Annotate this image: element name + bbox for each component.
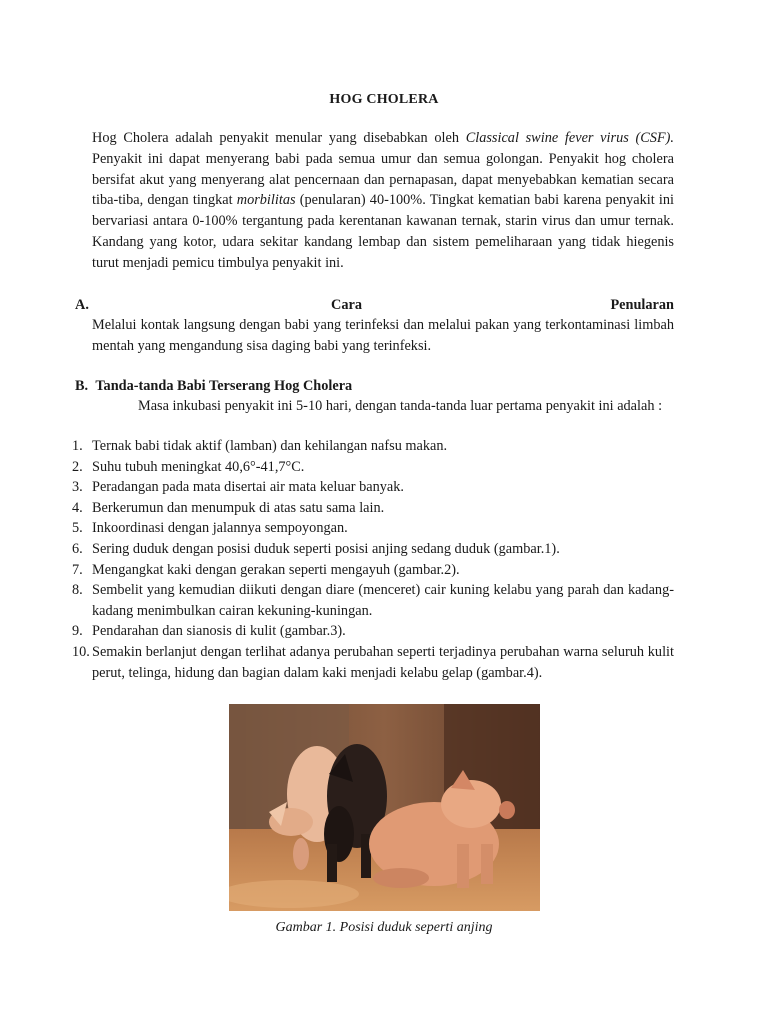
list-item <box>0 477 768 498</box>
list-item-number: 3. <box>72 479 83 496</box>
symptom-list <box>0 436 768 683</box>
list-item-text: Sering duduk dengan posisi duduk seperti posisi anjing sedang duduk (gambar.1). <box>92 540 560 557</box>
intro-text-1: Hog Cholera adalah penyakit menular yang disebabkan oleh <box>92 130 466 146</box>
section-b-intro: Masa inkubasi penyakit ini 5-10 hari, dengan tanda-tanda luar pertama penyakit ini adalah : <box>138 398 663 414</box>
list-item-number: 9. <box>72 623 83 640</box>
list-item-number: 7. <box>72 561 83 578</box>
section-b-heading <box>75 376 675 396</box>
section-a-word-cara: Cara <box>331 297 362 313</box>
list-item-number: 10. <box>72 643 90 660</box>
list-item-number: 4. <box>72 499 83 516</box>
list-item-text: Semakin berlanjut dengan terlihat adanya perubahan seperti terjadinya perubahan warna seluruh kulit perut, telinga, hidung dan bagian dalam kaki menjadi kelabu gelap (gambar.4). <box>92 643 674 681</box>
list-item-text: Peradangan pada mata disertai air mata keluar banyak. <box>92 479 405 496</box>
section-a-letter: A. <box>75 297 89 313</box>
section-a-heading <box>75 295 674 315</box>
list-item <box>0 642 768 683</box>
list-item-number: 6. <box>72 540 83 557</box>
list-item <box>0 518 768 539</box>
list-item <box>0 498 768 519</box>
list-item-text: Pendarahan dan sianosis di kulit (gambar.3). <box>92 623 346 640</box>
list-item <box>0 539 768 560</box>
list-item <box>0 621 768 642</box>
list-item <box>0 436 768 457</box>
section-a-word-penularan: Penularan <box>610 297 674 313</box>
list-item-number: 8. <box>72 582 83 599</box>
list-item-text: Mengangkat kaki dengan gerakan seperti mengayuh (gambar.2). <box>92 561 460 578</box>
intro-text-3: (penularan) 40-100%. Tingkat kematian babi karena penyakit ini bervariasi antara 0-100% tergantung pada kerentanan kawanan ternak, starin virus dan umur ternak. Kandang yang kotor, udara sekitar kandang lembap dan sistem pemeliharaan yang tidak hiegenis turut menjadi pemicu timbulya penyakit ini. <box>92 192 674 271</box>
list-item <box>0 457 768 478</box>
intro-text-2: Penyakit ini dapat menyerang babi pada semua umur dan semua golongan. Penyakit hog cholera bersifat akut yang menyerang alat pencernaan dan pernapasan, dapat menyebabkan kematian secara tiba-tiba, dengan tingkat <box>92 150 674 209</box>
list-item-text: Berkerumun dan menumpuk di atas satu sama lain. <box>92 499 385 516</box>
list-item-number: 2. <box>72 458 83 475</box>
list-item-number: 1. <box>72 438 83 454</box>
section-a-text: Melalui kontak langsung dengan babi yang terinfeksi dan melalui pakan yang terkontaminasi limbah mentah yang mengandung sisa daging babi yang terinfeksi. <box>92 317 674 354</box>
list-item-number: 5. <box>72 520 83 537</box>
list-item <box>0 580 768 621</box>
list-item-text: Inkoordinasi dengan jalannya sempoyongan. <box>92 520 348 537</box>
intro-morbilitas: morbilitas <box>236 192 296 209</box>
intro-paragraph <box>92 128 674 274</box>
list-item-text: Suhu tubuh meningkat 40,6°-41,7°C. <box>92 458 305 475</box>
section-b-letter: B. <box>75 378 89 394</box>
figure-caption: Gambar 1. Posisi duduk seperti anjing <box>275 920 493 935</box>
page-title: HOG CHOLERA <box>329 92 439 107</box>
intro-virus-name: Classical swine fever virus (CSF). <box>465 130 675 146</box>
list-item <box>0 560 768 581</box>
section-b-title: Tanda-tanda Babi Terserang Hog Cholera <box>95 378 353 394</box>
list-item-text: Ternak babi tidak aktif (lamban) dan kehilangan nafsu makan. <box>92 438 448 454</box>
list-item-text: Sembelit yang kemudian diikuti dengan diare (menceret) cair kuning kelabu yang parah dan kadang-kadang menimbulkan cairan kekuning-kuningan. <box>92 582 674 619</box>
pigs-photo <box>229 704 540 911</box>
